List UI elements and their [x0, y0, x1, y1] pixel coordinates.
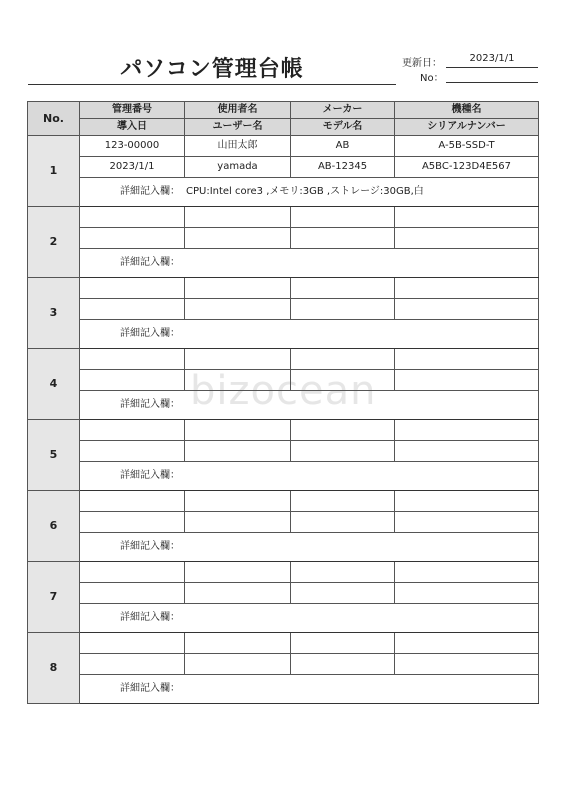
header-user-name: 使用者名 [185, 102, 291, 119]
management-number-cell[interactable] [80, 633, 185, 654]
table-row [28, 512, 539, 533]
header-introduction-date: 導入日 [80, 119, 185, 136]
row-number: 1 [28, 136, 80, 207]
management-number-cell[interactable] [80, 207, 185, 228]
row-number: 4 [28, 349, 80, 420]
detail-cell[interactable] [80, 533, 539, 562]
table-row [28, 157, 539, 178]
serial-number-cell[interactable] [395, 370, 539, 391]
model-name-cell[interactable] [291, 228, 395, 249]
management-number-cell[interactable] [80, 349, 185, 370]
introduction-date-cell[interactable] [80, 299, 185, 320]
table-row [28, 228, 539, 249]
serial-number-cell[interactable] [395, 228, 539, 249]
watermark-logo: bizocean [190, 368, 377, 414]
serial-number-cell[interactable] [395, 583, 539, 604]
model-name-cell[interactable] [291, 299, 395, 320]
detail-label: 詳細記入欄： [120, 328, 180, 339]
detail-label: 詳細記入欄： [120, 257, 180, 268]
introduction-date-cell[interactable]: 2023/1/1 [80, 157, 185, 178]
table-row [28, 633, 539, 654]
model-name-cell[interactable] [291, 512, 395, 533]
row-number: 6 [28, 491, 80, 562]
username-cell[interactable] [185, 228, 291, 249]
table-row [28, 349, 539, 370]
detail-cell[interactable] [80, 178, 539, 207]
username-cell[interactable] [185, 299, 291, 320]
user-name-cell[interactable] [185, 633, 291, 654]
updated-value: 2023/1/1 [469, 53, 515, 64]
page-title: パソコン管理台帳 [120, 57, 304, 82]
detail-label: 詳細記入欄： [120, 683, 180, 694]
no-label: No： [420, 73, 444, 84]
maker-cell[interactable] [291, 349, 395, 370]
model-type-cell[interactable]: A-5B-SSD-T [395, 136, 539, 157]
ledger-table [27, 101, 539, 704]
detail-cell[interactable] [80, 320, 539, 349]
maker-cell[interactable] [291, 633, 395, 654]
table-row [28, 533, 539, 562]
table-row [28, 420, 539, 441]
user-name-cell[interactable] [185, 562, 291, 583]
serial-number-cell[interactable] [395, 512, 539, 533]
user-name-cell[interactable]: 山田太郎 [185, 136, 291, 157]
detail-cell[interactable] [80, 604, 539, 633]
header-maker: メーカー [291, 102, 395, 119]
detail-label: 詳細記入欄： [120, 470, 180, 481]
detail-cell[interactable] [80, 249, 539, 278]
maker-cell[interactable] [291, 420, 395, 441]
introduction-date-cell[interactable] [80, 654, 185, 675]
model-type-cell[interactable] [395, 278, 539, 299]
row-number: 5 [28, 420, 80, 491]
serial-number-cell[interactable] [395, 441, 539, 462]
model-type-cell[interactable] [395, 633, 539, 654]
table-row [28, 604, 539, 633]
maker-cell[interactable] [291, 278, 395, 299]
header-model-type: 機種名 [395, 102, 539, 119]
table-row [28, 249, 539, 278]
header-username: ユーザー名 [185, 119, 291, 136]
table-row [28, 278, 539, 299]
detail-label: 詳細記入欄： [120, 541, 180, 552]
username-cell[interactable]: yamada [185, 157, 291, 178]
model-type-cell[interactable] [395, 562, 539, 583]
model-name-cell[interactable] [291, 441, 395, 462]
management-number-cell[interactable] [80, 420, 185, 441]
management-number-cell[interactable] [80, 491, 185, 512]
username-cell[interactable] [185, 583, 291, 604]
serial-number-cell[interactable] [395, 654, 539, 675]
introduction-date-cell[interactable] [80, 583, 185, 604]
serial-number-cell[interactable]: A5BC-123D4E567 [395, 157, 539, 178]
detail-label: 詳細記入欄： [120, 612, 180, 623]
username-cell[interactable] [185, 654, 291, 675]
user-name-cell[interactable] [185, 278, 291, 299]
no-underline [446, 82, 538, 83]
table-row [28, 462, 539, 491]
table-row [28, 207, 539, 228]
model-name-cell[interactable] [291, 654, 395, 675]
row-number: 7 [28, 562, 80, 633]
table-row [28, 320, 539, 349]
updated-underline [446, 67, 538, 68]
model-type-cell[interactable] [395, 349, 539, 370]
header-serial-number: シリアルナンバー [395, 119, 539, 136]
model-type-cell[interactable] [395, 207, 539, 228]
row-number: 3 [28, 278, 80, 349]
model-name-cell[interactable]: AB-12345 [291, 157, 395, 178]
detail-cell[interactable] [80, 462, 539, 491]
table-row [28, 654, 539, 675]
management-number-cell[interactable]: 123-00000 [80, 136, 185, 157]
detail-text: CPU:Intel core3 ,メモリ:3GB ,ストレージ:30GB,白 [186, 186, 424, 197]
header-management-number: 管理番号 [80, 102, 185, 119]
detail-cell[interactable] [80, 391, 539, 420]
model-type-cell[interactable] [395, 491, 539, 512]
detail-cell[interactable] [80, 675, 539, 704]
maker-cell[interactable] [291, 562, 395, 583]
table-row [28, 491, 539, 512]
table-row [28, 441, 539, 462]
updated-label: 更新日： [402, 58, 442, 69]
header-model-name: モデル名 [291, 119, 395, 136]
maker-cell[interactable] [291, 207, 395, 228]
management-number-cell[interactable] [80, 562, 185, 583]
introduction-date-cell[interactable] [80, 370, 185, 391]
user-name-cell[interactable] [185, 207, 291, 228]
table-row [28, 178, 539, 207]
serial-number-cell[interactable] [395, 299, 539, 320]
introduction-date-cell[interactable] [80, 512, 185, 533]
username-cell[interactable] [185, 370, 291, 391]
introduction-date-cell[interactable] [80, 228, 185, 249]
maker-cell[interactable] [291, 491, 395, 512]
no-column-header: No. [28, 102, 80, 136]
detail-label: 詳細記入欄： [120, 399, 180, 410]
title-underline [28, 84, 396, 85]
table-row [28, 562, 539, 583]
table-row [28, 583, 539, 604]
table-row [28, 136, 539, 157]
detail-label: 詳細記入欄： [120, 186, 180, 197]
username-cell[interactable] [185, 441, 291, 462]
user-name-cell[interactable] [185, 349, 291, 370]
table-row [28, 370, 539, 391]
introduction-date-cell[interactable] [80, 441, 185, 462]
row-number: 8 [28, 633, 80, 704]
model-type-cell[interactable] [395, 420, 539, 441]
table-row [28, 299, 539, 320]
management-number-cell[interactable] [80, 278, 185, 299]
table-row [28, 391, 539, 420]
model-name-cell[interactable] [291, 370, 395, 391]
maker-cell[interactable]: AB [291, 136, 395, 157]
model-name-cell[interactable] [291, 583, 395, 604]
username-cell[interactable] [185, 512, 291, 533]
row-number: 2 [28, 207, 80, 278]
user-name-cell[interactable] [185, 420, 291, 441]
user-name-cell[interactable] [185, 491, 291, 512]
table-row [28, 675, 539, 704]
